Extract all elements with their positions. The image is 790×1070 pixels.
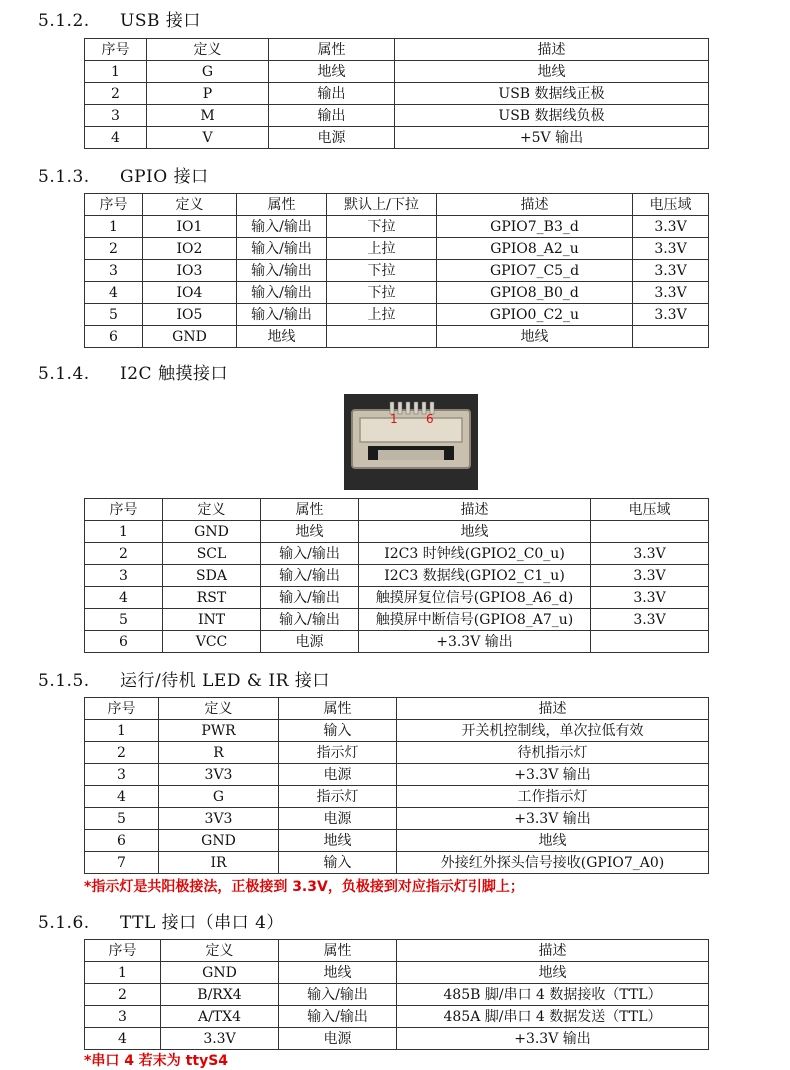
table-cell: 3.3V (591, 609, 709, 631)
led-ir-table (84, 697, 709, 874)
column-header: 序号 (85, 698, 159, 720)
table-cell: 输入 (279, 720, 397, 742)
section-title: GPIO 接口 (120, 167, 209, 187)
table-cell: 地线 (359, 521, 591, 543)
column-header: 描述 (437, 194, 633, 216)
column-header: 序号 (85, 194, 143, 216)
table-cell: 下拉 (327, 260, 437, 282)
table-cell: USB 数据线负极 (395, 105, 709, 127)
table-cell: 4 (85, 786, 159, 808)
table-cell: 电源 (279, 808, 397, 830)
section-number: 5.1.2. (38, 11, 90, 31)
table-cell: 电源 (279, 764, 397, 786)
table-cell: 7 (85, 852, 159, 874)
table-cell: 6 (85, 326, 143, 348)
table-row (85, 260, 709, 282)
table-cell: 6 (85, 830, 159, 852)
ttl-table (84, 939, 709, 1050)
table-cell: 地线 (279, 962, 397, 984)
table-cell: 4 (85, 282, 143, 304)
table-cell: +3.3V 输出 (397, 808, 709, 830)
table-cell: 2 (85, 984, 161, 1006)
column-header: 定义 (143, 194, 237, 216)
table-row (85, 83, 709, 105)
table-cell: 指示灯 (279, 786, 397, 808)
table-row (85, 742, 709, 764)
table-cell: IO3 (143, 260, 237, 282)
table-cell: 485B 脚/串口 4 数据接收（TTL） (397, 984, 709, 1006)
section-title: TTL 接口（串口 4） (120, 913, 284, 933)
table-cell: 3 (85, 105, 147, 127)
table-cell: +3.3V 输出 (359, 631, 591, 653)
table-cell: 4 (85, 1028, 161, 1050)
table-cell: 3.3V (633, 216, 709, 238)
table-cell: 1 (85, 61, 147, 83)
table-cell: 地线 (279, 830, 397, 852)
table-cell: 地线 (269, 61, 395, 83)
table-row (85, 238, 709, 260)
table-cell: 2 (85, 83, 147, 105)
table-row (85, 61, 709, 83)
table-row (85, 720, 709, 742)
table-cell: 1 (85, 720, 159, 742)
table-cell: 触摸屏复位信号(GPIO8_A6_d) (359, 587, 591, 609)
table-cell: SCL (163, 543, 261, 565)
table-row (85, 105, 709, 127)
table-cell: G (147, 61, 269, 83)
table-cell: 输入/输出 (237, 260, 327, 282)
table-cell: 5 (85, 304, 143, 326)
table-cell: P (147, 83, 269, 105)
table-cell: 3.3V (591, 543, 709, 565)
table-cell: 电源 (269, 127, 395, 149)
section-title: 运行/待机 LED & IR 接口 (120, 671, 330, 691)
table-cell: IO5 (143, 304, 237, 326)
section-number: 5.1.5. (38, 671, 90, 691)
table-cell: I2C3 数据线(GPIO2_C1_u) (359, 565, 591, 587)
table-row (85, 808, 709, 830)
column-header: 描述 (397, 940, 709, 962)
section-number: 5.1.4. (38, 364, 90, 384)
table-cell (591, 521, 709, 543)
table-cell: 3V3 (159, 764, 279, 786)
table-cell: GPIO8_B0_d (437, 282, 633, 304)
table-cell: 下拉 (327, 282, 437, 304)
column-header: 描述 (359, 499, 591, 521)
section-number: 5.1.3. (38, 167, 90, 187)
table-cell: 3 (85, 260, 143, 282)
table-cell: 3V3 (159, 808, 279, 830)
column-header: 属性 (279, 698, 397, 720)
section-heading-i2c (38, 359, 228, 384)
column-header: 属性 (261, 499, 359, 521)
column-header: 电压域 (591, 499, 709, 521)
table-header-row (85, 499, 709, 521)
led-note: *指示灯是共阳极接法，正极接到 3.3V，负极接到对应指示灯引脚上； (84, 879, 524, 895)
fpc-connector-photo (344, 394, 478, 490)
table-cell: 输入/输出 (237, 216, 327, 238)
table-cell: 4 (85, 587, 163, 609)
column-header: 电压域 (633, 194, 709, 216)
table-cell: 485A 脚/串口 4 数据发送（TTL） (397, 1006, 709, 1028)
table-cell: 输入/输出 (237, 238, 327, 260)
column-header: 定义 (161, 940, 279, 962)
table-cell: 3.3V (161, 1028, 279, 1050)
table-cell: 地线 (395, 61, 709, 83)
connector-pin-6-label: 6 (426, 412, 434, 426)
table-cell: 电源 (279, 1028, 397, 1050)
column-header: 定义 (159, 698, 279, 720)
table-row (85, 1006, 709, 1028)
table-row (85, 326, 709, 348)
table-cell: USB 数据线正极 (395, 83, 709, 105)
table-row (85, 609, 709, 631)
table-cell: I2C3 时钟线(GPIO2_C0_u) (359, 543, 591, 565)
table-cell: 工作指示灯 (397, 786, 709, 808)
table-cell: 地线 (237, 326, 327, 348)
table-cell: 指示灯 (279, 742, 397, 764)
table-cell: GPIO7_B3_d (437, 216, 633, 238)
table-cell: A/TX4 (161, 1006, 279, 1028)
table-cell: 地线 (261, 521, 359, 543)
table-cell: 地线 (437, 326, 633, 348)
table-cell: 下拉 (327, 216, 437, 238)
table-cell: 2 (85, 238, 143, 260)
table-cell: 3.3V (633, 304, 709, 326)
table-cell: 输入/输出 (261, 543, 359, 565)
table-cell: 输入/输出 (279, 984, 397, 1006)
column-header: 定义 (163, 499, 261, 521)
table-cell: GND (143, 326, 237, 348)
table-cell: 3.3V (591, 587, 709, 609)
section-number: 5.1.6. (38, 913, 90, 933)
table-cell: 开关机控制线，单次拉低有效 (397, 720, 709, 742)
section-heading-usb (38, 6, 201, 31)
table-row (85, 962, 709, 984)
table-row (85, 216, 709, 238)
table-cell: +5V 输出 (395, 127, 709, 149)
table-cell: IO4 (143, 282, 237, 304)
table-cell: GND (159, 830, 279, 852)
column-header: 序号 (85, 39, 147, 61)
section-heading-led-ir (38, 666, 330, 691)
table-cell: 上拉 (327, 238, 437, 260)
table-row (85, 543, 709, 565)
table-cell (327, 326, 437, 348)
table-cell: GPIO7_C5_d (437, 260, 633, 282)
table-row (85, 127, 709, 149)
table-cell: 3.3V (591, 565, 709, 587)
column-header: 属性 (237, 194, 327, 216)
table-cell: 输入/输出 (237, 282, 327, 304)
table-row (85, 984, 709, 1006)
section-title: USB 接口 (120, 11, 201, 31)
table-cell: 2 (85, 543, 163, 565)
table-cell: PWR (159, 720, 279, 742)
table-row (85, 786, 709, 808)
column-header: 描述 (395, 39, 709, 61)
table-row (85, 1028, 709, 1050)
table-cell: 输出 (269, 105, 395, 127)
table-cell: IR (159, 852, 279, 874)
gpio-table (84, 193, 709, 348)
column-header: 描述 (397, 698, 709, 720)
column-header: 默认上/下拉 (327, 194, 437, 216)
section-title: I2C 触摸接口 (120, 364, 228, 384)
table-row (85, 631, 709, 653)
table-cell: 1 (85, 216, 143, 238)
column-header: 序号 (85, 940, 161, 962)
connector-pin-1-label: 1 (390, 412, 398, 426)
table-cell: 输入/输出 (261, 609, 359, 631)
i2c-table (84, 498, 709, 653)
table-row (85, 830, 709, 852)
table-cell: +3.3V 输出 (397, 1028, 709, 1050)
table-cell: G (159, 786, 279, 808)
table-cell: 待机指示灯 (397, 742, 709, 764)
table-header-row (85, 194, 709, 216)
table-cell (591, 631, 709, 653)
table-cell: 外接红外探头信号接收(GPIO7_A0) (397, 852, 709, 874)
section-heading-gpio (38, 162, 209, 187)
table-cell: 3 (85, 1006, 161, 1028)
table-cell: 3.3V (633, 238, 709, 260)
table-header-row (85, 940, 709, 962)
table-cell: 1 (85, 521, 163, 543)
table-cell: V (147, 127, 269, 149)
table-cell: INT (163, 609, 261, 631)
table-cell: 3.3V (633, 260, 709, 282)
table-cell: GPIO8_A2_u (437, 238, 633, 260)
column-header: 属性 (279, 940, 397, 962)
table-cell: 3 (85, 764, 159, 786)
table-row (85, 587, 709, 609)
table-cell: M (147, 105, 269, 127)
table-row (85, 521, 709, 543)
table-row (85, 304, 709, 326)
column-header: 属性 (269, 39, 395, 61)
table-cell: GND (163, 521, 261, 543)
table-cell: IO1 (143, 216, 237, 238)
table-cell: 地线 (397, 962, 709, 984)
table-cell: 3 (85, 565, 163, 587)
table-cell: 1 (85, 962, 161, 984)
table-cell: +3.3V 输出 (397, 764, 709, 786)
table-cell: GND (161, 962, 279, 984)
table-row (85, 852, 709, 874)
table-row (85, 565, 709, 587)
table-cell (633, 326, 709, 348)
table-row (85, 764, 709, 786)
table-cell: GPIO0_C2_u (437, 304, 633, 326)
column-header: 定义 (147, 39, 269, 61)
table-cell: 6 (85, 631, 163, 653)
table-cell: 3.3V (633, 282, 709, 304)
table-cell: 2 (85, 742, 159, 764)
table-cell: SDA (163, 565, 261, 587)
ttl-note: *串口 4 若末为 ttyS4 (84, 1053, 229, 1069)
usb-table (84, 38, 709, 149)
table-cell: 输入/输出 (261, 565, 359, 587)
table-cell: IO2 (143, 238, 237, 260)
table-cell: 输入/输出 (237, 304, 327, 326)
table-cell: 电源 (261, 631, 359, 653)
table-cell: 5 (85, 609, 163, 631)
table-cell: 触摸屏中断信号(GPIO8_A7_u) (359, 609, 591, 631)
column-header: 序号 (85, 499, 163, 521)
table-cell: 地线 (397, 830, 709, 852)
table-cell: 5 (85, 808, 159, 830)
table-cell: RST (163, 587, 261, 609)
section-heading-ttl (38, 908, 284, 933)
table-cell: 输出 (269, 83, 395, 105)
table-cell: R (159, 742, 279, 764)
table-header-row (85, 39, 709, 61)
table-cell: 输入/输出 (261, 587, 359, 609)
table-row (85, 282, 709, 304)
table-cell: 4 (85, 127, 147, 149)
table-cell: VCC (163, 631, 261, 653)
table-cell: 输入/输出 (279, 1006, 397, 1028)
table-cell: 输入 (279, 852, 397, 874)
table-header-row (85, 698, 709, 720)
table-cell: 上拉 (327, 304, 437, 326)
table-cell: B/RX4 (161, 984, 279, 1006)
